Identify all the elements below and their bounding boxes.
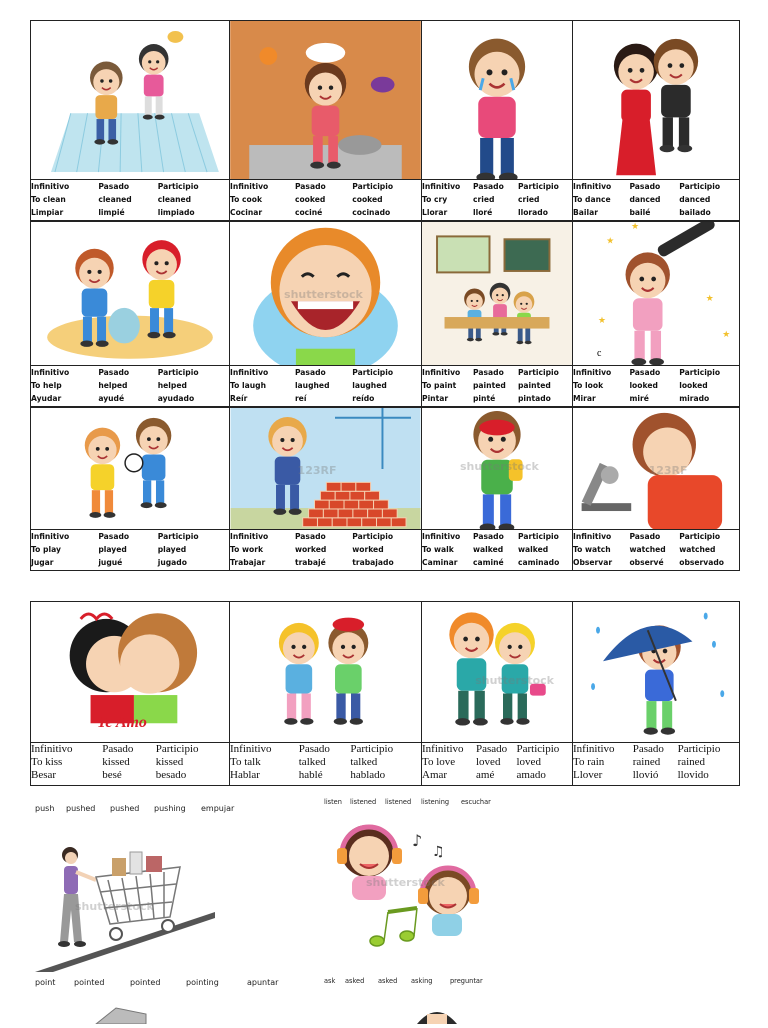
table-row <box>422 379 572 392</box>
spanish-infinitive: Cocinar <box>230 208 263 217</box>
header-pasado: Pasado <box>98 368 130 377</box>
header-participio: Participio <box>679 182 721 191</box>
illustration <box>31 408 229 530</box>
table-row <box>230 530 421 543</box>
english-infinitive: To laugh <box>230 381 267 390</box>
table-row <box>573 543 739 556</box>
header-pasado: Pasado <box>102 743 134 755</box>
header-infinitivo: Infinitivo <box>31 182 70 191</box>
stray-letter: c <box>597 348 602 359</box>
english-participle: cleaned <box>157 195 192 204</box>
table-row <box>31 379 229 392</box>
english-past: danced <box>629 195 661 204</box>
ask-base: ask <box>324 977 336 985</box>
box-icon <box>86 1004 156 1024</box>
cut-off-illustration-left <box>86 1004 156 1024</box>
te-amo-caption: Te Amo <box>97 713 147 731</box>
listen-spanish: escuchar <box>461 798 491 806</box>
header-infinitivo: Infinitivo <box>573 743 615 755</box>
conjugation-table <box>31 529 229 570</box>
header-infinitivo: Infinitivo <box>230 182 269 191</box>
conjugation-table <box>422 365 572 406</box>
spanish-past: amé <box>476 769 495 781</box>
shopping-cart-icon <box>30 822 220 972</box>
table-row <box>422 756 572 769</box>
watermark-shutterstock: shutterstock <box>75 900 154 913</box>
english-past: talked <box>298 756 326 768</box>
english-participle: watched <box>679 545 716 554</box>
english-infinitive: To work <box>230 545 264 554</box>
header-pasado: Pasado <box>294 532 326 541</box>
listen-base: listen <box>324 798 342 806</box>
svg-text:★: ★ <box>606 236 615 247</box>
header-infinitivo: Infinitivo <box>422 368 461 377</box>
header-infinitivo: Infinitivo <box>230 368 269 377</box>
illustration <box>573 408 739 530</box>
table-row <box>230 180 421 193</box>
table-row <box>31 392 229 405</box>
spanish-infinitive: Ayudar <box>31 394 62 403</box>
english-past: worked <box>294 545 327 554</box>
table-row <box>230 366 421 379</box>
conjugation-table <box>573 529 739 570</box>
header-infinitivo: Infinitivo <box>573 532 612 541</box>
table-row <box>422 193 572 206</box>
header-infinitivo: Infinitivo <box>422 182 461 191</box>
conjugation-table <box>573 179 739 220</box>
header-infinitivo: Infinitivo <box>230 743 272 755</box>
table-row <box>422 366 572 379</box>
illustration <box>31 21 229 180</box>
spanish-infinitive: Reír <box>230 394 248 403</box>
header-infinitivo: Infinitivo <box>573 182 612 191</box>
spanish-infinitive: Hablar <box>230 769 260 781</box>
header-infinitivo: Infinitivo <box>31 368 70 377</box>
english-participle: looked <box>679 381 708 390</box>
illustration <box>422 21 572 180</box>
table-row <box>230 193 421 206</box>
header-participio: Participio <box>157 532 199 541</box>
couple-kids-icon <box>422 602 572 743</box>
spanish-past: llovió <box>632 769 659 781</box>
spanish-infinitive: Pintar <box>422 394 449 403</box>
header-infinitivo: Infinitivo <box>422 532 461 541</box>
header-participio: Participio <box>352 532 394 541</box>
header-pasado: Pasado <box>629 532 661 541</box>
table-row <box>573 193 739 206</box>
ask-gerund: asking <box>411 977 433 985</box>
listen-past: listened <box>350 798 377 806</box>
header-participio: Participio <box>679 532 721 541</box>
illustration <box>422 222 572 366</box>
verb-card-love <box>421 601 573 786</box>
watermark: shutterstock <box>460 460 539 474</box>
english-participle: painted <box>518 381 551 390</box>
english-infinitive: To walk <box>422 545 454 554</box>
illustration <box>422 408 572 530</box>
spanish-past: ayudé <box>98 394 125 403</box>
english-infinitive: To paint <box>422 381 457 390</box>
header-pasado: Pasado <box>629 182 661 191</box>
spanish-participle: limpiado <box>157 208 195 217</box>
spanish-past: jugué <box>98 558 123 567</box>
table-row <box>573 379 739 392</box>
playing-kids-icon <box>31 408 229 530</box>
english-participle: played <box>157 545 187 554</box>
table-row <box>573 180 739 193</box>
push-base: push <box>35 804 55 813</box>
spanish-infinitive: Trabajar <box>230 558 266 567</box>
english-infinitive: To dance <box>573 195 611 204</box>
spanish-participle: trabajado <box>352 558 394 567</box>
english-past: walked <box>473 545 504 554</box>
illustration <box>573 222 739 366</box>
english-infinitive: To cry <box>422 195 448 204</box>
illustration <box>422 602 572 743</box>
listen-illustration <box>322 816 492 966</box>
english-infinitive: To love <box>422 756 456 768</box>
dancing-couple-icon <box>573 21 739 180</box>
spanish-infinitive: Limpiar <box>31 208 64 217</box>
conjugation-table <box>230 742 421 785</box>
point-participle: pointed <box>130 978 161 987</box>
english-past: looked <box>629 381 658 390</box>
spanish-participle: mirado <box>679 394 710 403</box>
english-past: cried <box>473 195 495 204</box>
listen-gerund: listening <box>421 798 450 806</box>
illustration <box>573 602 739 743</box>
header-infinitivo: Infinitivo <box>422 743 464 755</box>
spanish-infinitive: Bailar <box>573 208 598 217</box>
spanish-participle: llovido <box>677 769 709 781</box>
verb-card-walk <box>421 407 573 571</box>
header-infinitivo: Infinitivo <box>230 532 269 541</box>
table-row <box>230 756 421 769</box>
table-row <box>230 743 421 756</box>
watermark: 123RF <box>648 463 688 477</box>
header-participio: Participio <box>352 182 394 191</box>
illustration <box>230 408 421 530</box>
table-row <box>31 180 229 193</box>
english-infinitive: To help <box>31 381 62 390</box>
table-row <box>31 366 229 379</box>
classroom-icon <box>422 222 572 366</box>
spanish-participle: llorado <box>518 208 548 217</box>
point-gerund: pointing <box>186 978 219 987</box>
header-participio: Participio <box>677 743 721 755</box>
table-row <box>230 206 421 219</box>
table-row <box>31 556 229 569</box>
spanish-participle: ayudado <box>157 394 195 403</box>
spanish-past: reí <box>294 394 307 403</box>
table-row <box>573 756 739 769</box>
illustration <box>230 222 421 366</box>
svg-text:★: ★ <box>631 222 640 233</box>
watermark: shutterstock <box>475 673 554 687</box>
table-row <box>31 743 229 756</box>
english-infinitive: To look <box>573 381 604 390</box>
english-infinitive: To rain <box>573 756 605 768</box>
spanish-past: bailé <box>629 208 651 217</box>
header-participio: Participio <box>352 368 394 377</box>
conjugation-table <box>31 742 229 785</box>
verb-card-dance <box>572 20 740 221</box>
spanish-infinitive: Jugar <box>31 558 54 567</box>
spanish-participle: bailado <box>679 208 711 217</box>
table-row <box>230 556 421 569</box>
verb-card-play <box>30 407 230 571</box>
spanish-participle: pintado <box>518 394 551 403</box>
header-participio: Participio <box>350 743 394 755</box>
conjugation-table <box>31 365 229 406</box>
talking-kids-icon <box>230 602 421 743</box>
header-infinitivo: Infinitivo <box>573 368 612 377</box>
header-pasado: Pasado <box>473 182 504 191</box>
spanish-participle: reído <box>352 394 375 403</box>
verb-card-watch <box>572 407 740 571</box>
spanish-participle: hablado <box>350 769 386 781</box>
english-past: cooked <box>294 195 326 204</box>
conjugation-table <box>422 742 572 785</box>
table-row <box>230 543 421 556</box>
english-past: played <box>98 545 127 554</box>
header-participio: Participio <box>679 368 721 377</box>
spanish-infinitive: Observar <box>573 558 613 567</box>
cook-girl-icon <box>230 21 421 180</box>
cut-off-illustration-right <box>412 1004 462 1024</box>
illustration <box>230 602 421 743</box>
table-row <box>422 769 572 782</box>
english-infinitive: To watch <box>573 545 611 554</box>
spanish-past: pinté <box>473 394 496 403</box>
english-past: loved <box>476 756 501 768</box>
spanish-participle: besado <box>155 769 187 781</box>
spanish-past: limpié <box>98 208 125 217</box>
table-row <box>422 180 572 193</box>
telescope-girl-icon <box>573 222 739 366</box>
header-pasado: Pasado <box>473 532 504 541</box>
conjugation-table <box>230 365 421 406</box>
table-row <box>422 556 572 569</box>
verb-card-cry <box>421 20 573 221</box>
spanish-participle: cocinado <box>352 208 391 217</box>
table-row <box>31 769 229 782</box>
svg-text:★: ★ <box>598 315 606 326</box>
table-row <box>422 530 572 543</box>
watermark: shutterstock <box>284 287 363 301</box>
header-participio: Participio <box>155 743 199 755</box>
header-participio: Participio <box>516 743 560 755</box>
english-participle: laughed <box>352 381 387 390</box>
header-participio: Participio <box>518 182 559 191</box>
table-row <box>422 392 572 405</box>
header-pasado: Pasado <box>629 368 661 377</box>
verb-card-laugh <box>229 221 422 407</box>
conjugation-table <box>230 529 421 570</box>
header-infinitivo: Infinitivo <box>31 743 73 755</box>
conjugation-table <box>31 179 229 220</box>
table-row <box>31 193 229 206</box>
table-row <box>573 530 739 543</box>
table-row <box>573 556 739 569</box>
header-pasado: Pasado <box>476 743 508 755</box>
verb-card-help <box>30 221 230 407</box>
verb-card-cook <box>229 20 422 221</box>
header-participio: Participio <box>518 368 559 377</box>
spanish-infinitive: Amar <box>422 769 448 781</box>
verb-card-clean <box>30 20 230 221</box>
english-past: watched <box>629 545 666 554</box>
verb-card-kiss <box>30 601 230 786</box>
header-pasado: Pasado <box>632 743 664 755</box>
spanish-past: trabajé <box>294 558 326 567</box>
point-past: pointed <box>74 978 105 987</box>
svg-text:★: ★ <box>722 330 731 341</box>
watermark: 123RF <box>297 463 337 477</box>
helping-kids-icon <box>31 222 229 366</box>
spanish-infinitive: Besar <box>31 769 57 781</box>
spanish-past: besé <box>102 769 122 781</box>
english-participle: talked <box>350 756 378 768</box>
english-participle: rained <box>677 756 706 768</box>
svg-text:♫: ♫ <box>432 844 445 860</box>
spanish-past: hablé <box>298 769 323 781</box>
spanish-infinitive: Caminar <box>422 558 458 567</box>
english-past: cleaned <box>98 195 132 204</box>
header-pasado: Pasado <box>98 532 130 541</box>
header-pasado: Pasado <box>98 182 130 191</box>
point-spanish: apuntar <box>247 978 279 987</box>
table-row <box>31 530 229 543</box>
english-past: kissed <box>102 756 130 768</box>
english-participle: helped <box>157 381 187 390</box>
english-past: rained <box>632 756 661 768</box>
table-row <box>230 769 421 782</box>
spanish-past: lloré <box>473 208 493 217</box>
english-participle: danced <box>679 195 711 204</box>
conjugation-table <box>422 179 572 220</box>
point-base: point <box>35 978 56 987</box>
spanish-infinitive: Llover <box>573 769 603 781</box>
header-pasado: Pasado <box>473 368 504 377</box>
table-row <box>230 379 421 392</box>
table-row <box>573 206 739 219</box>
crying-boy-icon <box>422 21 572 180</box>
english-past: painted <box>473 381 506 390</box>
english-infinitive: To talk <box>230 756 261 768</box>
spanish-past: cociné <box>294 208 323 217</box>
ask-spanish: preguntar <box>450 977 483 985</box>
conjugation-table <box>422 529 572 570</box>
table-row <box>31 756 229 769</box>
header-pasado: Pasado <box>294 182 326 191</box>
english-infinitive: To clean <box>31 195 66 204</box>
illustration <box>230 21 421 180</box>
push-spanish: empujar <box>201 804 235 813</box>
english-infinitive: To kiss <box>31 756 63 768</box>
table-row <box>573 743 739 756</box>
listening-kids-icon <box>322 816 492 966</box>
conjugation-table <box>230 179 421 220</box>
spanish-participle: amado <box>516 769 546 781</box>
verb-card-paint <box>421 221 573 407</box>
verb-card-look <box>572 221 740 407</box>
conjugation-table <box>573 742 739 785</box>
header-participio: Participio <box>157 182 199 191</box>
header-participio: Participio <box>157 368 199 377</box>
push-gerund: pushing <box>154 804 186 813</box>
verb-card-rain <box>572 601 740 786</box>
illustration <box>31 222 229 366</box>
ask-participle: asked <box>378 977 398 985</box>
table-row <box>422 206 572 219</box>
table-row <box>573 392 739 405</box>
header-pasado: Pasado <box>298 743 330 755</box>
illustration <box>31 602 229 743</box>
english-infinitive: To play <box>31 545 61 554</box>
spanish-past: miré <box>629 394 649 403</box>
header-pasado: Pasado <box>294 368 326 377</box>
svg-text:♪: ♪ <box>412 831 423 850</box>
watermark-shutterstock: shutterstock <box>366 876 445 889</box>
listen-participle: listened <box>385 798 412 806</box>
spanish-participle: caminado <box>518 558 560 567</box>
spanish-infinitive: Llorar <box>422 208 448 217</box>
english-past: laughed <box>294 381 330 390</box>
spanish-infinitive: Mirar <box>573 394 596 403</box>
head-icon <box>412 1004 462 1024</box>
english-participle: loved <box>516 756 541 768</box>
header-participio: Participio <box>518 532 559 541</box>
spanish-participle: jugado <box>157 558 187 567</box>
push-participle: pushed <box>110 804 140 813</box>
spanish-past: caminé <box>473 558 504 567</box>
cleaning-couple-icon <box>31 21 229 180</box>
illustration <box>573 21 739 180</box>
table-row <box>422 743 572 756</box>
table-row <box>573 769 739 782</box>
english-past: helped <box>98 381 128 390</box>
english-participle: kissed <box>155 756 184 768</box>
verb-card-talk <box>229 601 422 786</box>
verb-card-work <box>229 407 422 571</box>
ask-past: asked <box>345 977 365 985</box>
english-participle: walked <box>518 545 549 554</box>
english-participle: worked <box>352 545 384 554</box>
table-row <box>31 543 229 556</box>
push-past: pushed <box>66 804 96 813</box>
english-participle: cried <box>518 195 540 204</box>
header-infinitivo: Infinitivo <box>31 532 70 541</box>
english-infinitive: To cook <box>230 195 263 204</box>
table-row <box>573 366 739 379</box>
english-participle: cooked <box>352 195 383 204</box>
spanish-participle: observado <box>679 558 725 567</box>
svg-text:★: ★ <box>705 294 714 305</box>
table-row <box>422 543 572 556</box>
table-row <box>230 392 421 405</box>
conjugation-table <box>573 365 739 406</box>
umbrella-boy-icon <box>573 602 739 743</box>
table-row <box>31 206 229 219</box>
push-illustration <box>30 822 220 972</box>
spanish-past: observé <box>629 558 664 567</box>
